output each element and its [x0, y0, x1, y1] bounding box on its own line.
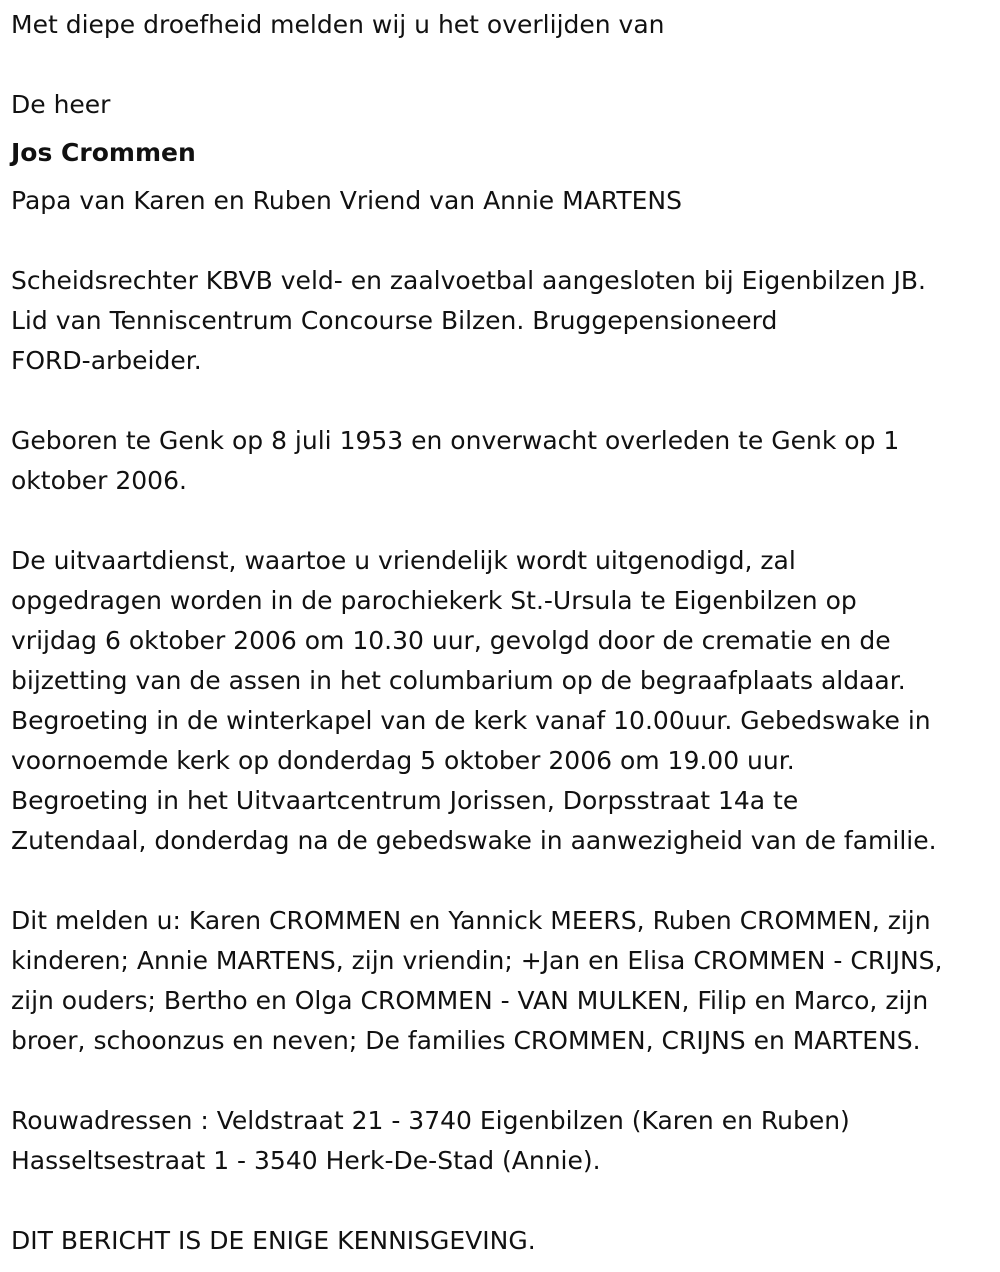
intro-text: Met diepe droefheid melden wij u het overlijden van	[11, 10, 665, 39]
addresses-paragraph	[11, 1101, 991, 1181]
address-line: Hasseltsestraat 1 - 3540 Herk-De-Stad (Annie).	[11, 1146, 601, 1175]
family-line: Dit melden u: Karen CROMMEN en Yannick MEERS, Ruben CROMMEN, zijn	[11, 906, 931, 935]
funeral-line: De uitvaartdienst, waartoe u vriendelijk wordt uitgenodigd, zal	[11, 546, 796, 575]
family-paragraph	[11, 901, 991, 1061]
birth-death-paragraph	[11, 421, 991, 501]
family-line: broer, schoonzus en neven; De families CROMMEN, CRIJNS en MARTENS.	[11, 1026, 921, 1055]
relation-text: Papa van Karen en Ruben Vriend van Annie MARTENS	[11, 186, 682, 215]
bio-line: FORD-arbeider.	[11, 346, 202, 375]
address-line: Rouwadressen : Veldstraat 21 - 3740 Eigenbilzen (Karen en Ruben)	[11, 1106, 850, 1135]
birth-death-line: oktober 2006.	[11, 466, 187, 495]
closing-text: DIT BERICHT IS DE ENIGE KENNISGEVING.	[11, 1226, 536, 1255]
funeral-line: opgedragen worden in de parochiekerk St.-Ursula te Eigenbilzen op	[11, 586, 857, 615]
family-line: kinderen; Annie MARTENS, zijn vriendin; +Jan en Elisa CROMMEN - CRIJNS,	[11, 946, 943, 975]
funeral-line: Begroeting in het Uitvaartcentrum Jorissen, Dorpsstraat 14a te	[11, 786, 799, 815]
family-line: zijn ouders; Bertho en Olga CROMMEN - VAN MULKEN, Filip en Marco, zijn	[11, 986, 929, 1015]
funeral-line: Begroeting in de winterkapel van de kerk vanaf 10.00uur. Gebedswake in	[11, 706, 931, 735]
bio-line: Lid van Tenniscentrum Concourse Bilzen. Bruggepensioneerd	[11, 306, 778, 335]
funeral-line: vrijdag 6 oktober 2006 om 10.30 uur, gevolgd door de crematie en de	[11, 626, 891, 655]
salutation: De heer	[11, 90, 111, 119]
funeral-line: bijzetting van de assen in het columbarium op de begraafplaats aldaar.	[11, 666, 906, 695]
deceased-name: Jos Crommen	[11, 138, 196, 167]
funeral-paragraph	[11, 541, 991, 861]
birth-death-line: Geboren te Genk op 8 juli 1953 en onverwacht overleden te Genk op 1	[11, 426, 900, 455]
funeral-line: voornoemde kerk op donderdag 5 oktober 2006 om 19.00 uur.	[11, 746, 795, 775]
bio-line: Scheidsrechter KBVB veld- en zaalvoetbal aangesloten bij Eigenbilzen JB.	[11, 266, 927, 295]
bio-paragraph	[11, 261, 991, 381]
funeral-line: Zutendaal, donderdag na de gebedswake in aanwezigheid van de familie.	[11, 826, 937, 855]
